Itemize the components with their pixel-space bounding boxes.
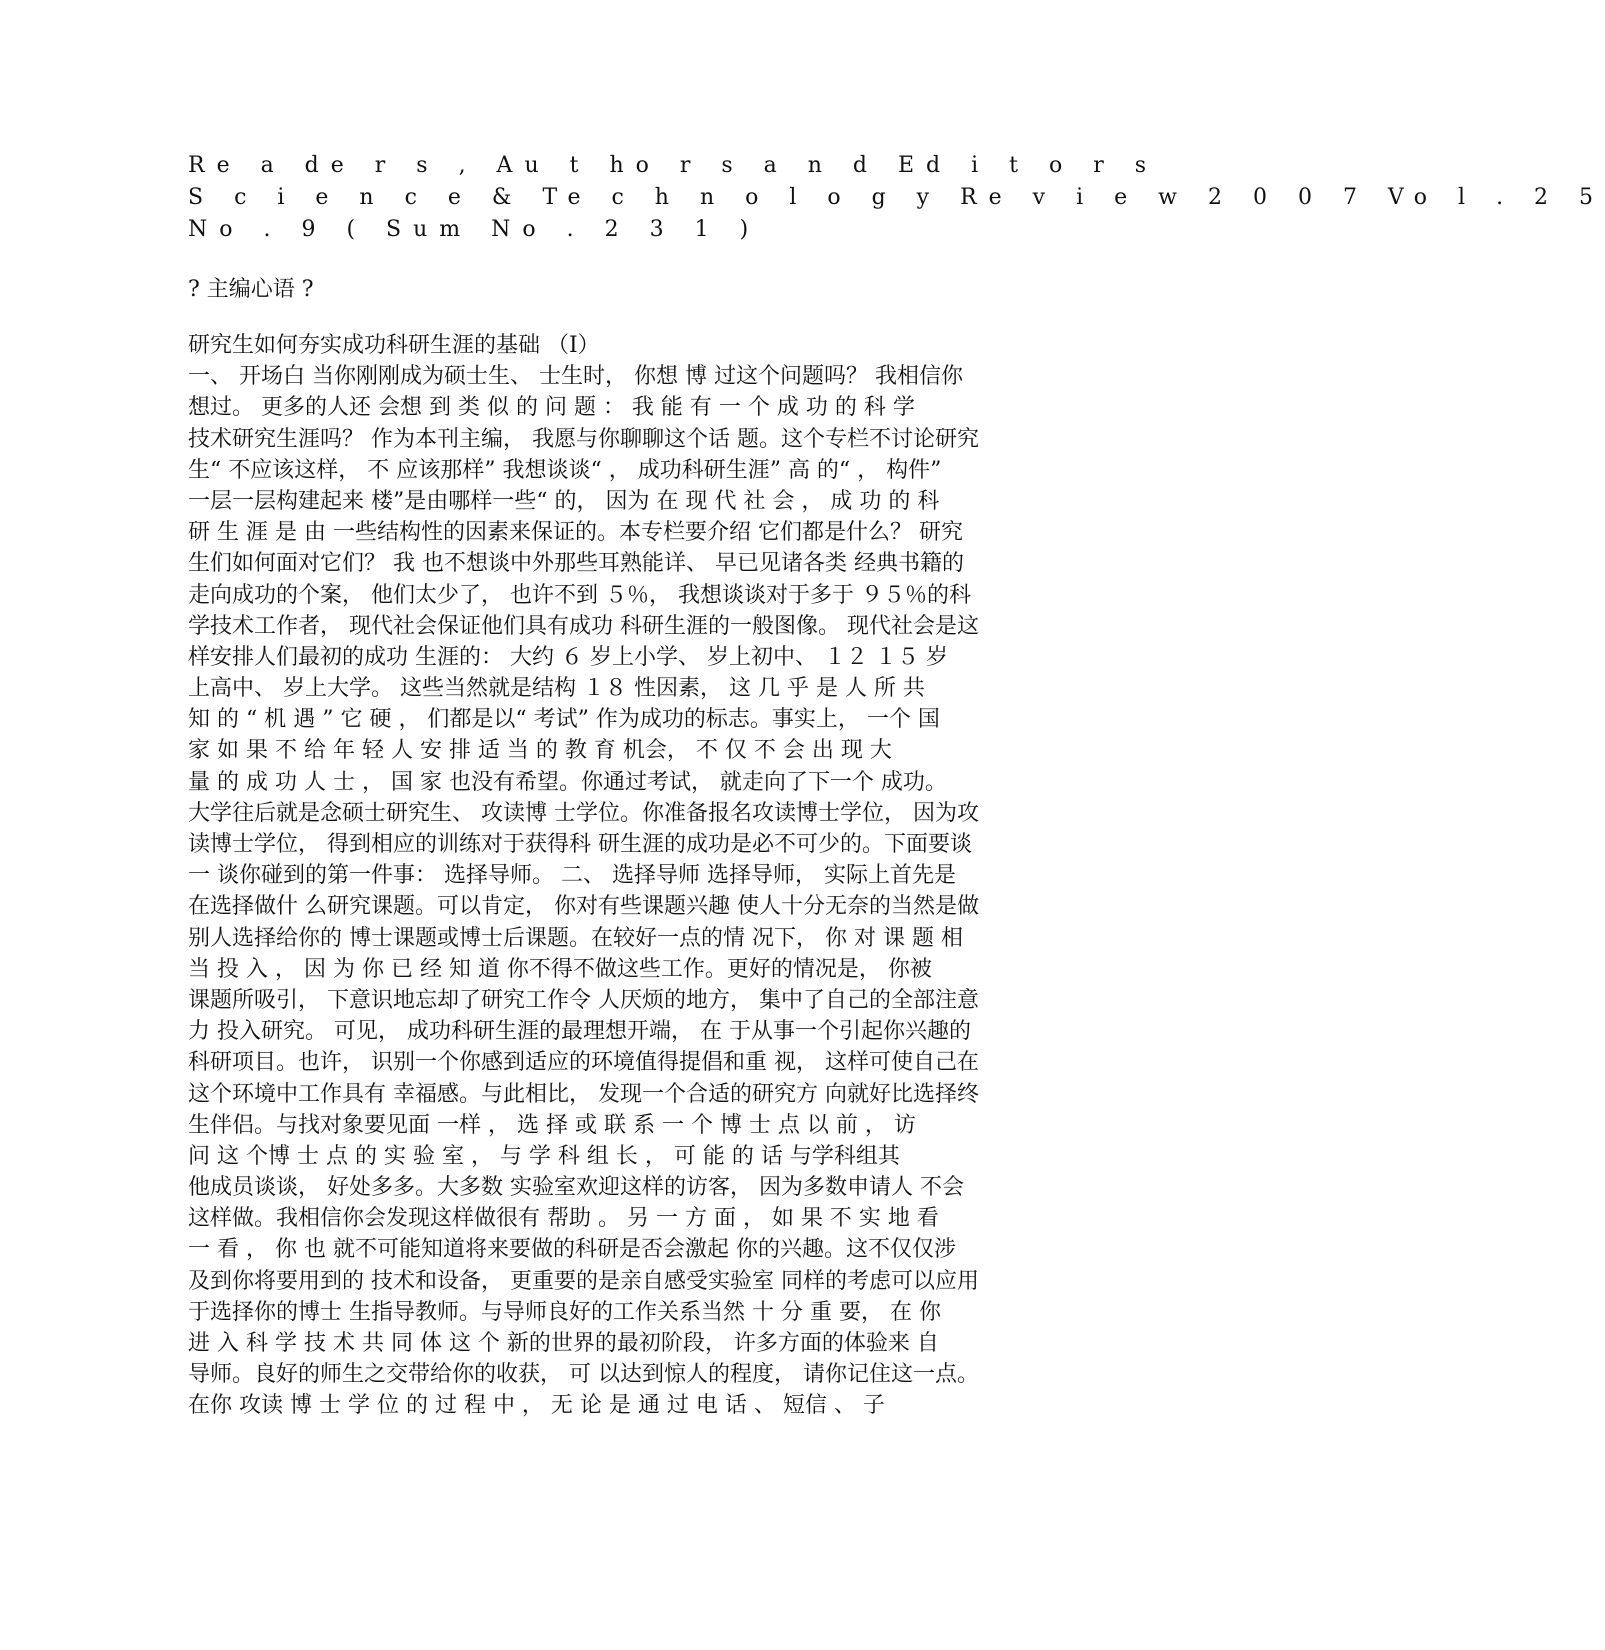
article-line: 别人选择给你的 博士课题或博士后课题。在较好一点的情 况下， 你 对 课 题 相	[188, 925, 963, 951]
article-line: 上高中、 岁上大学。 这些当然就是结构 １８ 性因素， 这 几 乎 是 人 所 共	[188, 676, 925, 702]
article-line: 大学往后就是念硕士研究生、 攻读博 士学位。你准备报名攻读博士学位， 因为攻	[188, 800, 979, 826]
article-line: 一层一层构建起来 楼”是由哪样一些“ 的， 因为 在 现 代 社 会 ， 成 功 的 科	[188, 488, 940, 514]
article-line: 在选择做什 么研究课题。可以肯定， 你对有些课题兴趣 使人十分无奈的当然是做	[188, 894, 979, 920]
article-line: 想过。 更多的人还 会想 到 类 似 的 问 题 ： 我 能 有 一 个 成 功 的 科 学	[188, 395, 915, 421]
article-line: 这个环境中工作具有 幸福感。与此相比， 发现一个合适的研究方 向就好比选择终	[188, 1081, 979, 1107]
article-line: 生们如何面对它们？ 我 也不想谈中外那些耳熟能详、 早已见诸各类 经典书籍的	[188, 551, 964, 577]
article-title: 研究生如何夯实成功科研生涯的基础 （Ⅰ）	[188, 333, 600, 358]
article-line: 学技术工作者， 现代社会保证他们具有成功 科研生涯的一般图像。 现代社会是这	[188, 613, 979, 639]
article-line: 读博士学位， 得到相应的训练对于获得科 研生涯的成功是必不可少的。下面要谈	[188, 832, 972, 857]
article-line: 在你 攻读 博 士 学 位 的 过 程 中 ， 无 论 是 通 过 电 话 、 短信 、 子	[188, 1393, 885, 1419]
article-line: 走向成功的个案， 他们太少了， 也许不到 ５％， 我想谈谈对于多于 ９５％的科	[188, 582, 971, 608]
article-line: 进 入 科 学 技 术 共 同 体 这 个 新的世界的最初阶段， 许多方面的体验来 自	[188, 1331, 939, 1356]
article-line: 于选择你的博士 生指导教师。与导师良好的工作关系当然 十 分 重 要， 在 你	[188, 1299, 941, 1325]
article-line: 知 的 “ 机 遇 ” 它 硬 ， 们都是以“ 考试” 作为成功的标志。事实上， 一个 国	[188, 707, 940, 733]
article-line: 导师。良好的师生之交带给你的收获， 可 以达到惊人的程度， 请你记住这一点。	[188, 1362, 979, 1388]
article-body	[188, 330, 1088, 1422]
article-line: 这样做。我相信你会发现这样做很有 帮助 。 另 一 方 面 ， 如 果 不 实 地 看	[188, 1206, 939, 1232]
article-line: 技术研究生涯吗？ 作为本刊主编， 我愿与你聊聊这个话 题。这个专栏不讨论研究	[188, 426, 979, 452]
article-line: 问 这 个博 士 点 的 实 验 室 ， 与 学 科 组 长 ， 可 能 的 话 与学科组其	[188, 1143, 900, 1169]
article-line: 一 谈你碰到的第一件事： 选择导师。 二、 选择导师 选择导师， 实际上首先是	[188, 863, 956, 889]
article-line: 当 投 入 ， 因 为 你 已 经 知 道 你不得不做这些工作。更好的情况是， 你被	[188, 956, 932, 982]
header-line-1: Re a de r s , Au t ho r s a n d Ed i t o r s	[188, 153, 1159, 178]
article-line: 生“ 不应该这样， 不 应该那样” 我想谈谈“ ， 成功科研生涯” 高 的“ ， 构件”	[188, 457, 942, 483]
article-line: 生伴侣。与找对象要见面 一样 ， 选 择 或 联 系 一 个 博 士 点 以 前 ， 访	[188, 1112, 916, 1138]
article-line: 力 投入研究。 可见， 成功科研生涯的最理想开端， 在 于从事一个引起你兴趣的	[188, 1019, 971, 1045]
article-line: 研 生 涯 是 由 一些结构性的因素来保证的。本专栏要介绍 它们都是什么？ 研究	[188, 520, 963, 546]
article-line: 一 看 ， 你 也 就不可能知道将来要做的科研是否会激起 你的兴趣。这不仅仅涉	[188, 1237, 956, 1263]
article-line: 家 如 果 不 给 年 轻 人 安 排 适 当 的 教 育 机会， 不 仅 不 会 出 现 大	[188, 738, 892, 764]
journal-header	[188, 150, 1605, 246]
header-line-3: No . 9 ( Sum No . 2 3 1 )	[188, 217, 761, 242]
article-line: 课题所吸引， 下意识地忘却了研究工作令 人厌烦的地方， 集中了自己的全部注意	[188, 987, 979, 1013]
article-line: 样安排人们最初的成功 生涯的： 大约 ６ 岁上小学、 岁上初中、 １２ １５ 岁	[188, 644, 948, 670]
article-line: 科研项目。也许， 识别一个你感到适应的环境值得提倡和重 视， 这样可使自己在	[188, 1050, 979, 1076]
column-title: ? 主编心语 ?	[188, 277, 314, 302]
header-line-2: S c i e n c e & Te c h n o l o g y Re v i e w 2 0 0 7 Vo l . 2 5	[188, 185, 1605, 210]
article-line: 一、 开场白 当你刚刚成为硕士生、 士生时， 你想 博 过这个问题吗？ 我相信你	[188, 364, 963, 390]
article-line: 他成员谈谈， 好处多多。大多数 实验室欢迎这样的访客， 因为多数申请人 不会	[188, 1175, 964, 1201]
article-line: 及到你将要用到的 技术和设备， 更重要的是亲自感受实验室 同样的考虑可以应用	[188, 1268, 979, 1294]
article-line: 量 的 成 功 人 士 ， 国 家 也没有希望。你通过考试， 就走向了下一个 成功。	[188, 769, 947, 795]
